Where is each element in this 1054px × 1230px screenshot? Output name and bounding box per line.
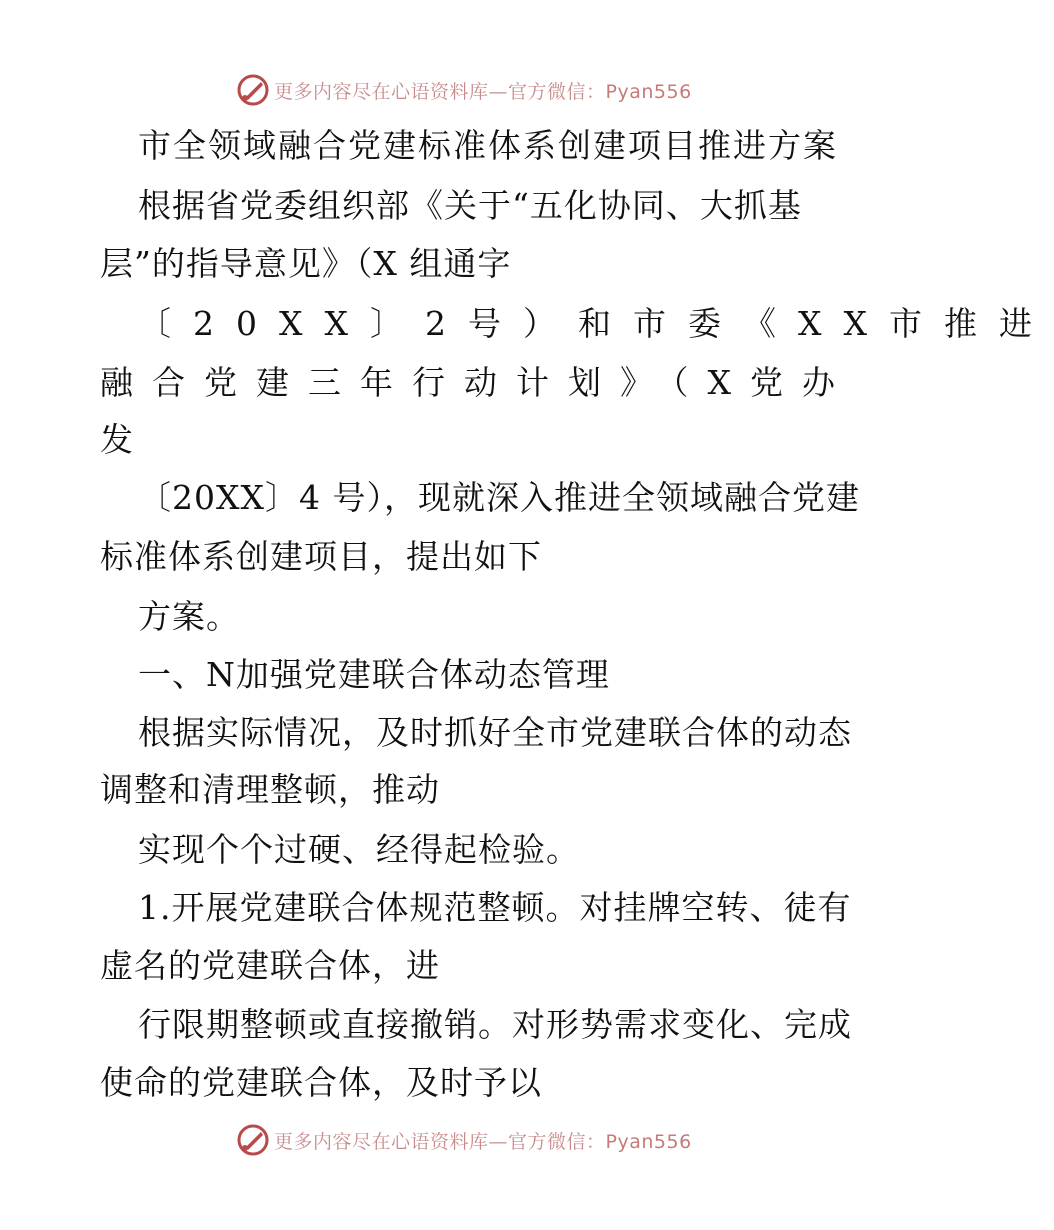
- paragraph-line: 实现个个过硬、经得起检验。: [138, 830, 580, 869]
- paragraph-line: 融合党建三年行动计划》（X党办: [100, 363, 854, 402]
- watermark-text: [274, 77, 692, 104]
- watermark-label: 官方微信：: [508, 80, 606, 103]
- paragraph-line: 标准体系创建项目，提出如下: [100, 537, 542, 576]
- watermark-id: Pyan556: [605, 80, 692, 103]
- watermark-text: [274, 1127, 692, 1154]
- paragraph-line: 〔20XX〕4 号），现就深入推进全领域融合党建: [138, 478, 860, 517]
- watermark-bottom: [236, 1122, 692, 1158]
- watermark-brand: 更多内容尽在心语资料库: [274, 1130, 489, 1153]
- paragraph-line: 发: [100, 420, 134, 459]
- watermark-label: 官方微信：: [508, 1130, 606, 1153]
- watermark-top: [236, 72, 692, 108]
- watermark-separator: —: [488, 80, 509, 103]
- paragraph-line: 〔20XX〕2号）和市委《XX市推进: [138, 304, 1054, 343]
- quill-logo-icon: [236, 1123, 270, 1157]
- watermark-id: Pyan556: [605, 1130, 692, 1153]
- paragraph-line: 根据省党委组织部《关于“五化协同、大抓基: [138, 186, 802, 225]
- paragraph-line: 使命的党建联合体，及时予以: [100, 1063, 542, 1102]
- paragraph-line: 行限期整顿或直接撤销。对形势需求变化、完成: [138, 1005, 852, 1044]
- document-title: 市全领域融合党建标准体系创建项目推进方案: [138, 126, 838, 165]
- paragraph-line: 1.开展党建联合体规范整顿。对挂牌空转、徒有: [138, 888, 852, 927]
- paragraph-line: 方案。: [138, 597, 240, 636]
- section-heading: 一、N加强党建联合体动态管理: [138, 655, 610, 694]
- paragraph-line: 虚名的党建联合体，进: [100, 946, 440, 985]
- paragraph-line: 调整和清理整顿，推动: [100, 770, 440, 809]
- watermark-brand: 更多内容尽在心语资料库: [274, 80, 489, 103]
- watermark-separator: —: [488, 1130, 509, 1153]
- paragraph-line: 根据实际情况，及时抓好全市党建联合体的动态: [138, 713, 852, 752]
- paragraph-line: 层”的指导意见》（X 组通字: [100, 244, 512, 283]
- quill-logo-icon: [236, 73, 270, 107]
